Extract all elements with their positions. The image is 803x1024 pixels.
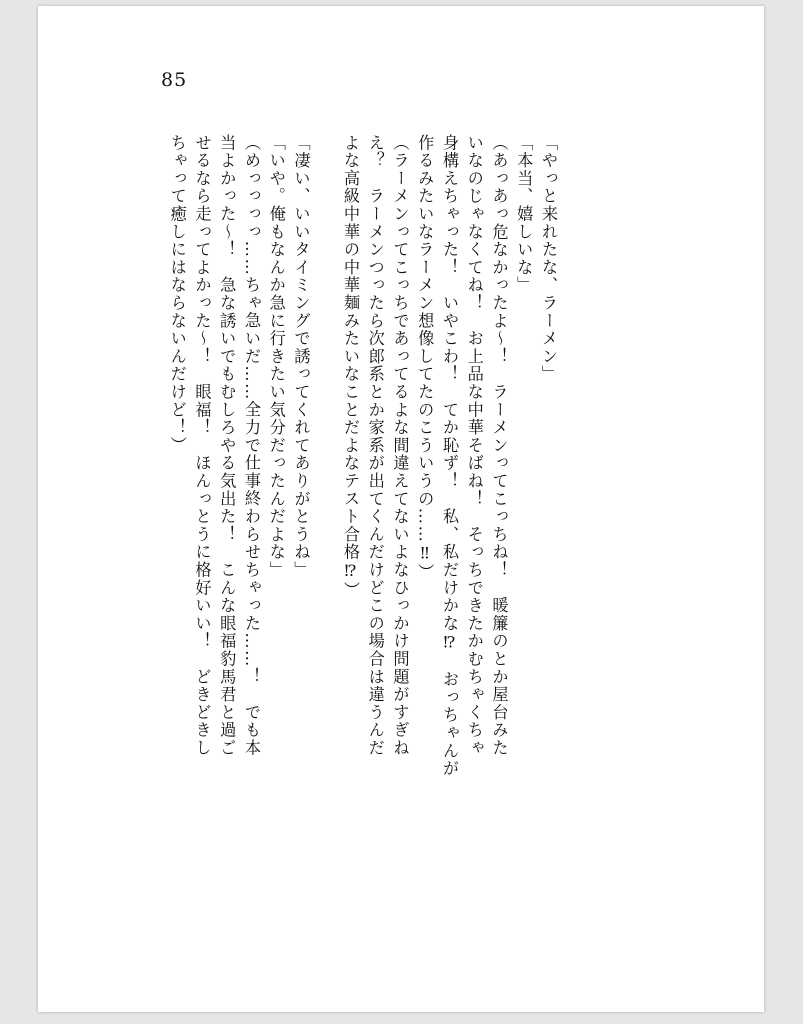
text-line: よな高級中華の中華麺みたいなことだよなテスト合格⁉） [341,134,360,600]
text-line: （あっあっ危なかったよ〜！ ラーメンってこっちね！ 暖簾のとか屋台みた [489,134,509,757]
text-line: せるなら走ってよかった〜！ 眼福！ ほんっとうに格好いい！ どきどきし [192,134,212,757]
text-line: 「本当、嬉しいな」 [514,134,534,295]
book-page [38,6,764,1012]
text-line: え？ ラーメンつったら次郎系とか家系が出てくんだけどこの場合は違うんだ [365,134,385,757]
text-line: ちゃって癒しにはならないんだけど！） [167,134,187,455]
text-line: 「凄い、いいタイミングで誘ってくれてありがとうね」 [291,134,311,579]
text-line: （ラーメンってこっちであってるよな間違えてないよなひっかけ問題がすぎね [390,134,410,757]
text-line: （めっっっっ……ちゃ急いだ……全力で仕事終わらせちゃった……！ でも本 [242,134,261,757]
text-line: 「いや。俺もなんか急に行きたい気分だったんだよな」 [266,134,286,579]
text-line: 当よかった〜！ 急な誘いでもむしろやる気出た！ こんな眼福豹馬君と過ご [217,134,237,757]
text-line: 「やっと来れたな、ラーメン」 [539,134,558,384]
paragraph-gap [313,134,338,144]
vertical-text-body [164,134,560,934]
text-line: いなのじゃなくてね！ お上品な中華そばね！ そっちできたかむちゃくちゃ [464,134,484,757]
page-number: 85 [161,69,188,91]
text-line: 作るみたいなラーメン想像してたのこういうの……‼） [415,134,435,582]
text-line: 身構えちゃった！ いやこわ！ てか恥ず！ 私、私だけかな⁉ おっちゃんが [440,134,459,778]
